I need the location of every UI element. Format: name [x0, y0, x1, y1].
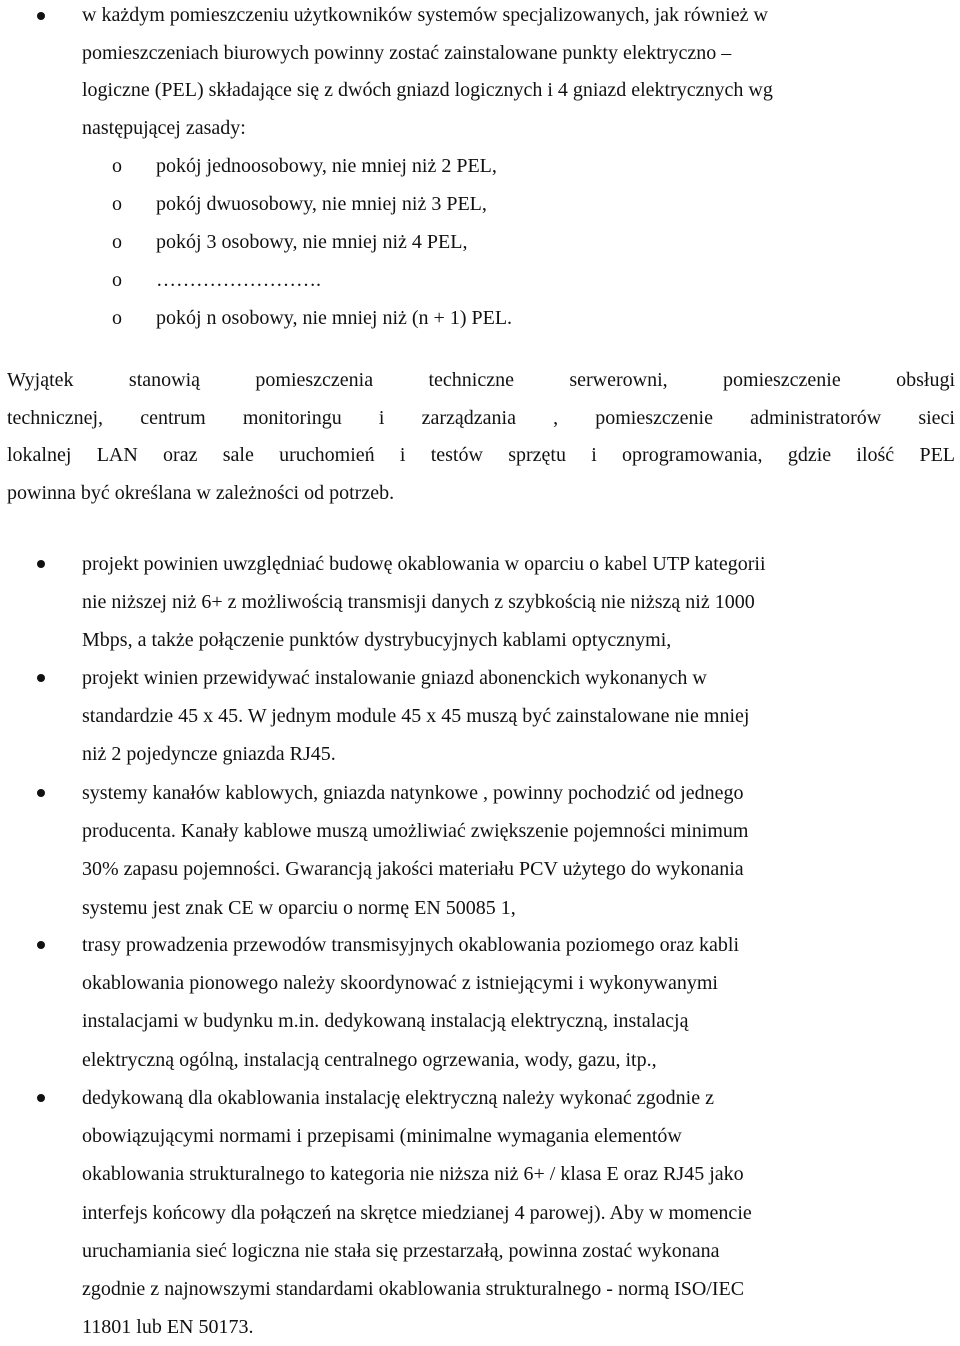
- requirement-line: elektryczną ogólną, instalacją centralnego ogrzewania, wody, gazu, itp.,: [82, 1048, 657, 1071]
- bullet-icon: [37, 560, 45, 568]
- requirement-line: interfejs końcowy dla połączeń na skrętce miedzianej 4 parowej). Aby w momencie: [82, 1201, 752, 1224]
- sub-list-item: [82, 223, 956, 261]
- intro-bullet: [82, 0, 956, 337]
- requirement-line: okablowania pionowego należy skoordynować z istniejącymi i wykonywanymi: [82, 972, 718, 995]
- sub-marker-icon: o: [112, 307, 122, 329]
- requirement-item: [82, 1079, 956, 1346]
- requirement-line: 11801 lub EN 50173.: [82, 1316, 254, 1339]
- sub-item-text: …………………….: [156, 269, 321, 291]
- requirement-line: uruchamiania sieć logiczna nie stała się przestarzałą, powinna zostać wykonana: [82, 1239, 720, 1262]
- sub-marker-icon: o: [112, 231, 122, 253]
- sub-marker-icon: o: [112, 155, 122, 177]
- bullet-line: logiczne (PEL) składające się z dwóch gniazd logicznych i 4 gniazd elektrycznych wg: [82, 79, 773, 101]
- sub-list-item: [82, 261, 956, 299]
- sub-marker-icon: o: [112, 193, 122, 215]
- requirement-item: [82, 659, 956, 774]
- requirement-line: okablowania strukturalnego to kategoria nie niższa niż 6+ / klasa E oraz RJ45 jako: [82, 1163, 744, 1186]
- requirement-line: niż 2 pojedyncze gniazda RJ45.: [82, 743, 336, 766]
- paragraph-line: Wyjątek stanowią pomieszczenia techniczne serwerowni, pomieszczenie obsługi: [7, 369, 955, 391]
- requirement-line: projekt winien przewidywać instalowanie gniazd abonenckich wykonanych w: [82, 667, 707, 689]
- bullet-line: pomieszczeniach biurowych powinny zostać zainstalowane punkty elektryczno –: [82, 41, 732, 64]
- requirement-line: zgodnie z najnowszymi standardami okablowania strukturalnego - normą ISO/IEC: [82, 1277, 745, 1300]
- exception-paragraph: [7, 362, 955, 512]
- requirement-item: [82, 774, 956, 927]
- requirement-line: producenta. Kanały kablowe muszą umożliwiać zwiększenie pojemności minimum: [82, 820, 749, 843]
- paragraph-line: lokalnej LAN oraz sale uruchomień i testów sprzętu i oprogramowania, gdzie ilość PEL: [7, 444, 955, 466]
- sub-list-item: [82, 299, 956, 337]
- sub-list: [82, 147, 956, 337]
- requirement-line: 30% zapasu pojemności. Gwarancją jakości materiału PCV użytego do wykonania: [82, 858, 744, 881]
- requirement-item: [82, 545, 956, 660]
- sub-list-item: [82, 147, 956, 185]
- sub-item-text: pokój 3 osobowy, nie mniej niż 4 PEL,: [156, 231, 468, 253]
- bullet-icon: [37, 674, 45, 682]
- paragraph-line: technicznej, centrum monitoringu i zarządzania , pomieszczenie administratorów sieci: [7, 406, 955, 429]
- requirement-line: instalacjami w budynku m.in. dedykowaną instalacją elektryczną, instalacją: [82, 1010, 689, 1033]
- requirement-line: dedykowaną dla okablowania instalację elektryczną należy wykonać zgodnie z: [82, 1087, 714, 1109]
- requirement-line: standardzie 45 x 45. W jednym module 45 x 45 muszą być zainstalowane nie mniej: [82, 705, 750, 728]
- bullet-icon: [37, 12, 45, 20]
- bullet-icon: [37, 1094, 45, 1102]
- bullet-line: następującej zasady:: [82, 116, 246, 139]
- requirement-item: [82, 926, 956, 1079]
- requirement-line: obowiązującymi normami i przepisami (minimalne wymagania elementów: [82, 1125, 682, 1148]
- requirement-line: trasy prowadzenia przewodów transmisyjnych okablowania poziomego oraz kabli: [82, 934, 740, 956]
- requirement-line: systemu jest znak CE w oparciu o normę EN 50085 1,: [82, 896, 516, 919]
- requirement-line: projekt powinien uwzględniać budowę okablowania w oparciu o kabel UTP kategorii: [82, 553, 766, 575]
- sub-item-text: pokój n osobowy, nie mniej niż (n + 1) PEL.: [156, 307, 513, 329]
- sub-list-item: [82, 185, 956, 223]
- requirement-line: Mbps, a także połączenie punktów dystrybucyjnych kablami optycznymi,: [82, 629, 672, 652]
- bullet-icon: [37, 941, 45, 949]
- sub-item-text: pokój dwuosobowy, nie mniej niż 3 PEL,: [156, 193, 487, 215]
- bullet-line: w każdym pomieszczeniu użytkowników systemów specjalizowanych, jak również w: [82, 4, 768, 26]
- sub-item-text: pokój jednoosobowy, nie mniej niż 2 PEL,: [156, 155, 497, 177]
- bullet-icon: [37, 789, 45, 797]
- requirement-line: nie niższej niż 6+ z możliwością transmisji danych z szybkością nie niższą niż 1000: [82, 591, 755, 614]
- requirement-line: systemy kanałów kablowych, gniazda natynkowe , powinny pochodzić od jednego: [82, 782, 744, 804]
- paragraph-line: powinna być określana w zależności od potrzeb.: [7, 481, 395, 504]
- sub-marker-icon: o: [112, 269, 122, 291]
